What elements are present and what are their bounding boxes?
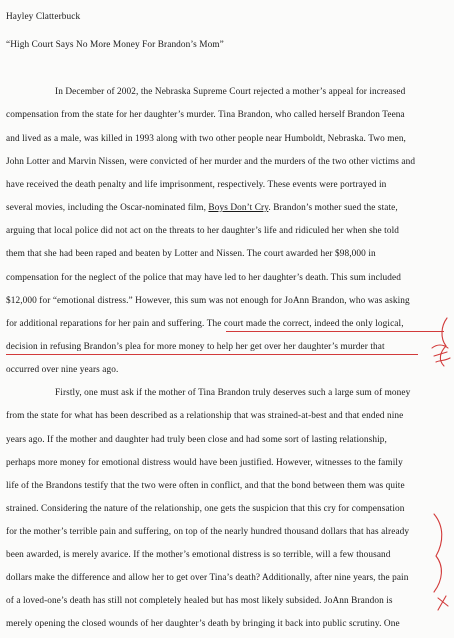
text-line: years ago. If the mother and daughter had truly been close and had some sort of lasting relationship, — [6, 435, 387, 445]
margin-bracket-mark — [440, 318, 447, 366]
text-line: compensation for the neglect of the police that may have led to her daughter’s death. This sum included — [6, 273, 401, 283]
text-line: In December of 2002, the Nebraska Supreme Court rejected a mother’s appeal for increased — [55, 87, 406, 97]
text-line: strained. Considering the nature of the relationship, one gets the suspicion that this cry for compensation — [6, 504, 405, 514]
text-line: them that she had been raped and beaten by Lotter and Nissen. The court awarded her $98,000 in — [6, 249, 376, 259]
film-title: Boys Don’t Cry — [208, 203, 269, 213]
margin-bracket-mark — [434, 514, 442, 592]
text-line: perhaps more money for emotional distress would have been justified. However, witnesses to the family — [6, 458, 403, 468]
text-line: John Lotter and Marvin Nissen, were convicted of her murder and the murders of the two other victims and — [6, 157, 416, 167]
text-line: compensation from the state for her daughter’s murder. Tina Brandon, who called herself Brandon Teena — [6, 110, 405, 120]
text-line: merely opening the closed wounds of her daughter’s death by bringing it back into public scrutiny. One — [6, 619, 400, 629]
text-line: been awarded, is merely avarice. If the mother’s emotional distress is so terrible, will a few thousand — [6, 550, 391, 560]
text-line: from the state for what has been described as a relationship that was strained-at-best and that ended nine — [6, 411, 404, 421]
text-line: for additional reparations for her pain and suffering. The court made the correct, indeed the only logical, — [6, 319, 404, 329]
text-line: have received the death penalty and life imprisonment, respectively. These events were portrayed in — [6, 180, 387, 190]
text-line: occurred over nine years ago. — [6, 365, 119, 375]
text-line: life of the Brandons testify that the two were often in conflict, and that the bond between them was quite — [6, 481, 405, 491]
text-line: decision in refusing Brandon’s plea for more money to help her get over her daughter’s murder that — [6, 342, 385, 352]
text-segment: several movies, including the Oscar-nominated film, — [6, 203, 206, 213]
text-segment: . Brandon’s mother sued the state, — [268, 203, 398, 213]
text-line: $12,000 for “emotional distress.” However, this sum was not enough for JoAnn Brandon, who was asking — [6, 296, 410, 306]
text-line: and lived as a male, was killed in 1993 along with two other people near Humboldt, Nebraska. Two men, — [6, 134, 406, 144]
essay-title: “High Court Says No More Money For Brandon’s Mom” — [6, 40, 224, 50]
text-line: Firstly, one must ask if the mother of Tina Brandon truly deserves such a large sum of money — [55, 388, 411, 398]
text-line: of a loved-one’s death has still not completely healed but has most likely subsided. JoAnn Brandon is — [6, 596, 393, 606]
text-line: arguing that local police did not act on the threats to her daughter’s life and ridiculed her when she told — [6, 226, 399, 236]
margin-scribble-mark — [438, 596, 448, 610]
text-line: for the mother’s terrible pain and suffering, on top of the nearly hundred thousand dollars that has already — [6, 527, 410, 537]
text-line: dollars make the difference and allow her to get over Tina’s death? Additionally, after nine years, the pain — [6, 573, 409, 583]
author-name: Hayley Clatterbuck — [6, 12, 81, 22]
